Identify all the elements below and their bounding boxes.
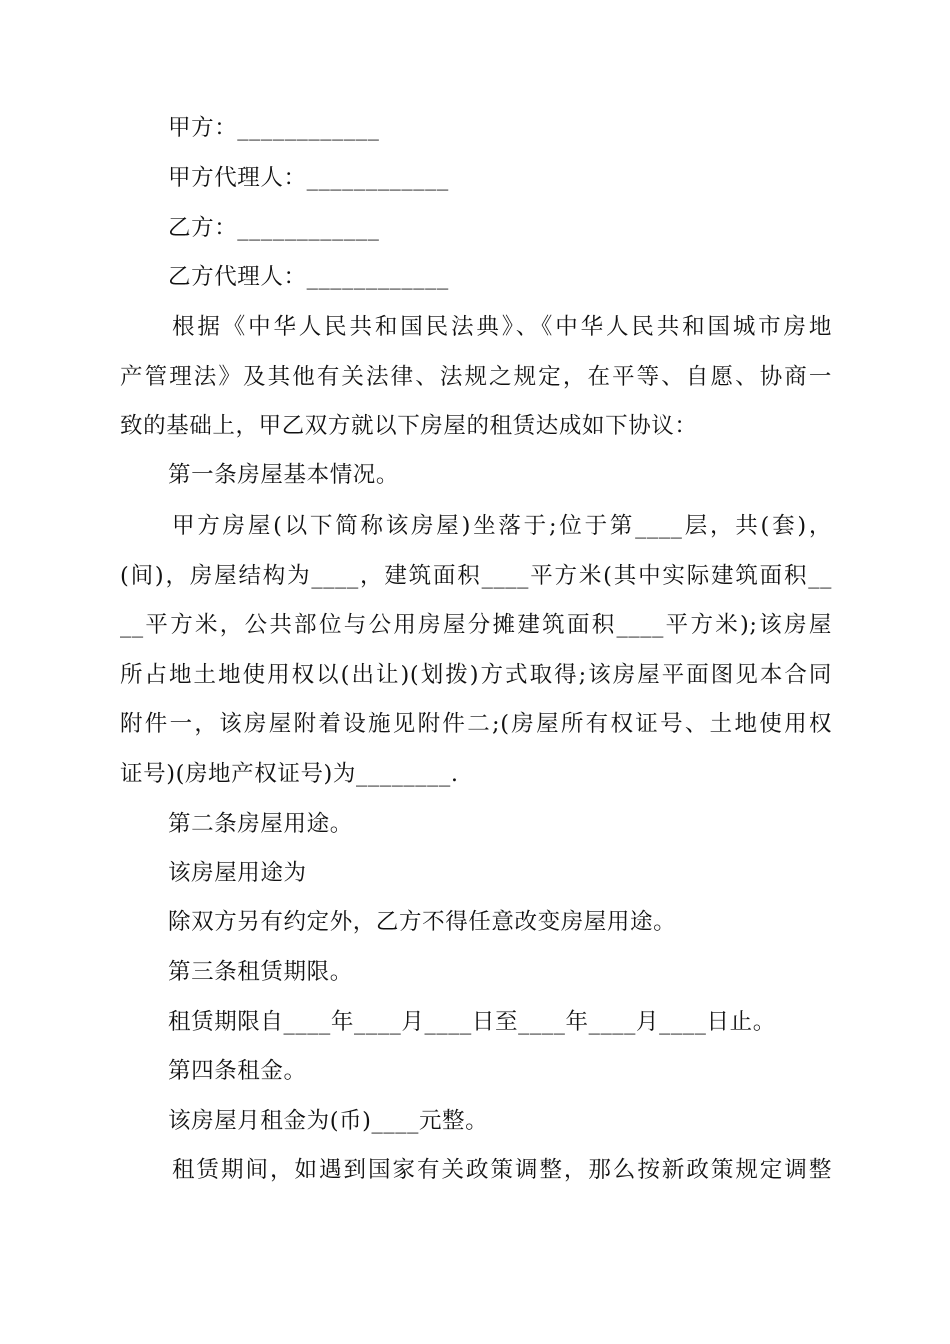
article-2-line-1: 该房屋用途为 [168,860,307,886]
article-1-line-2: (间)，房屋结构为____，建筑面积____平方米(其中实际建筑面积__ [120,563,832,589]
party-b-line: 乙方：____________ [168,215,380,241]
preamble-line-2: 产管理法》及其他有关法律、法规之规定，在平等、自愿、协商一 [120,364,832,390]
article-4-heading: 第四条租金。 [168,1058,307,1084]
party-a-agent-line: 甲方代理人：____________ [168,165,449,191]
article-4-line-2: 租赁期间，如遇到国家有关政策调整，那么按新政策规定调整 [172,1157,832,1183]
article-1-line-4: 所占地土地使用权以(出让)(划拨)方式取得;该房屋平面图见本合同 [120,662,832,688]
article-2-heading: 第二条房屋用途。 [168,811,353,837]
article-3-heading: 第三条租赁期限。 [168,959,353,985]
article-4-line-1: 该房屋月租金为(币)____元整。 [168,1108,489,1134]
preamble-line-3: 致的基础上，甲乙双方就以下房屋的租赁达成如下协议： [120,413,698,439]
article-1-line-3: __平方米，公共部位与公用房屋分摊建筑面积____平方米);该房屋 [120,612,832,638]
party-b-agent-line: 乙方代理人：____________ [168,264,449,290]
article-1-line-6: 证号)(房地产权证号)为________. [120,761,459,787]
party-a-line: 甲方：____________ [168,115,380,141]
article-3-line-1: 租赁期限自____年____月____日至____年____月____日止。 [168,1009,776,1035]
article-1-line-5: 附件一，该房屋附着设施见附件二;(房屋所有权证号、土地使用权 [120,711,832,737]
article-2-line-2: 除双方另有约定外，乙方不得任意改变房屋用途。 [168,909,677,935]
article-1-heading: 第一条房屋基本情况。 [168,462,400,488]
article-1-line-1: 甲方房屋(以下简称该房屋)坐落于;位于第____层，共(套)， [172,513,832,539]
preamble-line-1: 根据《中华人民共和国民法典》、《中华人民共和国城市房地 [172,314,832,340]
